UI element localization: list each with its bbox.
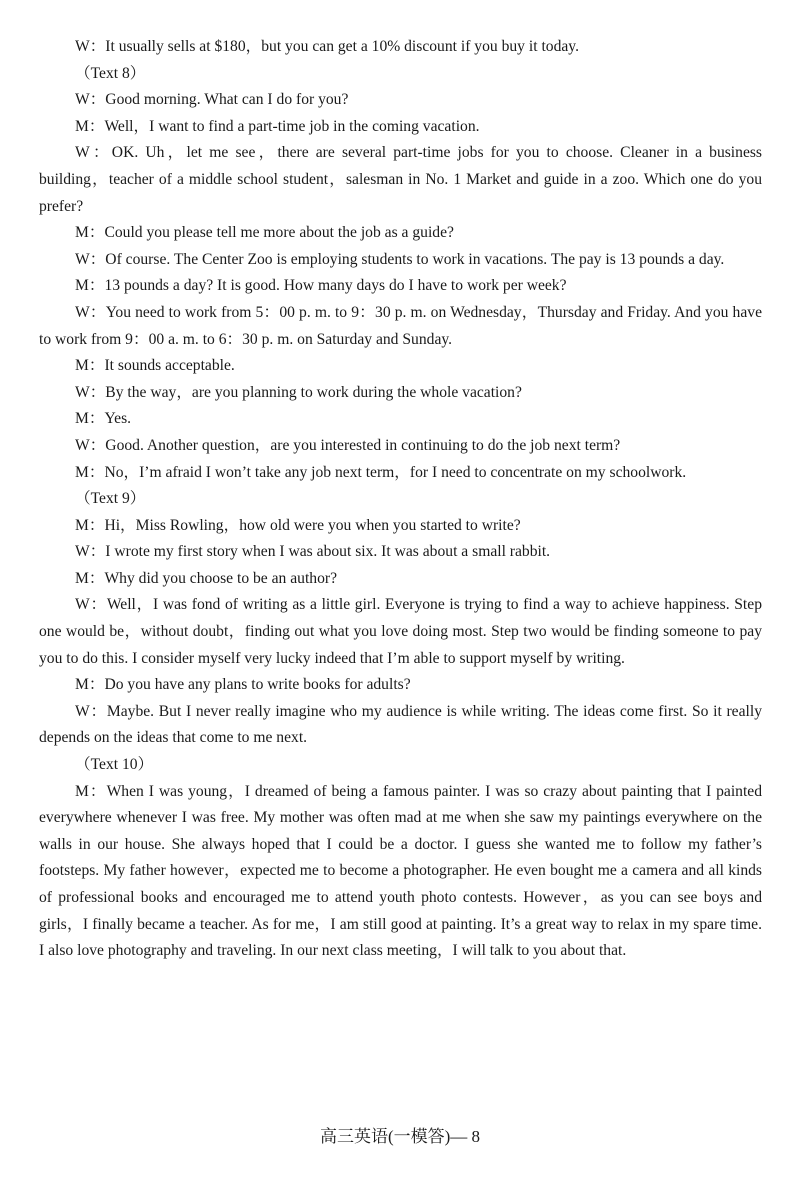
section-heading-text-8: （Text 8）: [75, 64, 146, 82]
dialogue-line: M：It sounds acceptable.: [75, 357, 235, 375]
dialogue-line: W：You need to work from 5：00 p. m. to 9：30 p. m. on Wednesday，Thursday and Friday. And you have to work from 9：00 a. m. to 6：30 p. m. on Saturday and Sunday.: [39, 303, 762, 348]
dialogue-line: W：Of course. The Center Zoo is employing students to work in vacations. The pay is 13 pounds a day.: [75, 250, 725, 268]
dialogue-line: M：Hi，Miss Rowling，how old were you when you started to write?: [75, 516, 521, 534]
dialogue-line: M：Well，I want to find a part-time job in the coming vacation.: [75, 117, 480, 135]
dialogue-line: M：13 pounds a day? It is good. How many days do I have to work per week?: [75, 277, 567, 295]
dialogue-line: W：Maybe. But I never really imagine who my audience is while writing. The ideas come first. So it really depends on the ideas that come to me next.: [39, 702, 762, 747]
transcript-body: [39, 34, 762, 965]
dialogue-line: M：Do you have any plans to write books for adults?: [75, 676, 411, 694]
section-heading-text-9: （Text 9）: [75, 490, 146, 508]
monologue-paragraph: M：When I was young，I dreamed of being a famous painter. I was so crazy about painting that I painted everywhere whenever I was free. My mother was often mad at me when she saw my paintings everywhere on the walls in our house. She always hoped that I could be a doctor. I guess she wanted me to follow my father’s footsteps. My father however，expected me to become a photographer. He even bought me a camera and all kinds of professional books and encouraged me to attend youth photo contests. However，as you can see boys and girls，I finally became a teacher. As for me，I am still good at painting. It’s a great way to relax in my spare time. I also love photography and traveling. In our next class meeting，I will talk to you about that.: [39, 782, 762, 960]
dialogue-line: M：Why did you choose to be an author?: [75, 569, 338, 587]
dialogue-line: W：OK. Uh，let me see，there are several part-time jobs for you to choose. Cleaner in a business building，teacher of a middle school student，salesman in No. 1 Market and guide in a zoo. Which one do you prefer?: [39, 144, 762, 215]
dialogue-line: W：I wrote my first story when I was about six. It was about a small rabbit.: [75, 543, 551, 561]
dialogue-line: W：It usually sells at $180，but you can get a 10% discount if you buy it today.: [75, 38, 579, 55]
dialogue-line: W：Good. Another question，are you interested in continuing to do the job next term?: [75, 436, 621, 454]
dialogue-line: M：No，I’m afraid I won’t take any job next term，for I need to concentrate on my schoolwork.: [75, 463, 687, 481]
dialogue-line: W：Good morning. What can I do for you?: [75, 91, 349, 109]
dialogue-line: M：Yes.: [75, 410, 132, 428]
dialogue-line: W：By the way，are you planning to work during the whole vacation?: [75, 383, 522, 401]
dialogue-line: M：Could you please tell me more about the job as a guide?: [75, 224, 454, 242]
dialogue-line: W：Well，I was fond of writing as a little girl. Everyone is trying to find a way to achieve happiness. Step one would be，without doubt，finding out what you love doing most. Step two would be finding someone to pay you to do this. I consider myself very lucky indeed that I’m able to support myself by writing.: [39, 596, 762, 667]
page-footer: 高三英语(一模答)— 8: [319, 1127, 481, 1146]
section-heading-text-10: （Text 10）: [75, 756, 154, 774]
